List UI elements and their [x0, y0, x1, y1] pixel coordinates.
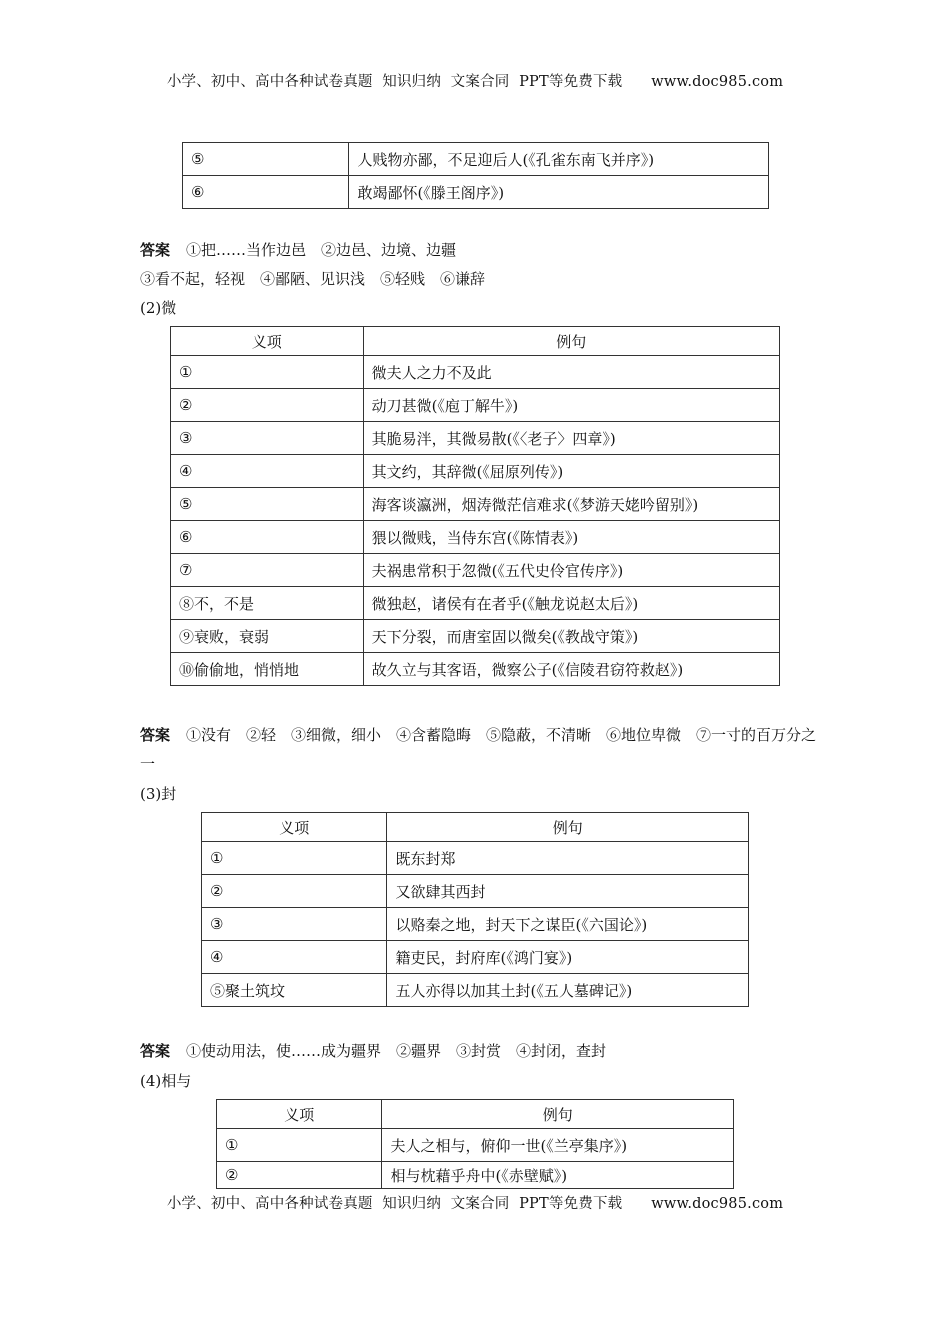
answer-block-2 [140, 721, 820, 779]
header-sense: 义项 [217, 1100, 382, 1129]
example-cell: 微独赵，诸侯有在者乎(《触龙说赵太后》) [363, 587, 779, 620]
section-title-feng: (3)封 [140, 785, 177, 803]
table-row [217, 1162, 734, 1189]
example-cell: 籍吏民，封府库(《鸿门宴》) [387, 941, 749, 974]
header-sense: 义项 [171, 327, 364, 356]
sense-cell: ⑦ [171, 554, 364, 587]
table-xiangyu [216, 1099, 734, 1189]
example-cell: 既东封郑 [387, 842, 749, 875]
answer-block-3 [140, 1037, 820, 1066]
sense-cell: ⑤聚土筑坟 [202, 974, 387, 1007]
example-cell: 夫祸患常积于忽微(《五代史伶官传序》) [363, 554, 779, 587]
page-header: 小学、初中、高中各种试卷真题 知识归纳 文案合同 PPT等免费下载 www.doc985.com [166, 74, 784, 90]
answer-text: ①使动用法，使……成为疆界 ②疆界 ③封赏 ④封闭，查封 [186, 1042, 607, 1060]
example-cell: 人贱物亦鄙，不足迎后人(《孔雀东南飞并序》) [349, 143, 769, 176]
example-cell: 五人亦得以加其土封(《五人墓碑记》) [387, 974, 749, 1007]
table-row [171, 356, 780, 389]
header-example: 例句 [363, 327, 779, 356]
table-row [202, 842, 749, 875]
example-cell: 相与枕藉乎舟中(《赤壁赋》) [382, 1162, 734, 1189]
sense-cell: ⑤ [171, 488, 364, 521]
table-row [171, 488, 780, 521]
table-row [171, 521, 780, 554]
table-row [183, 143, 769, 176]
table-row [217, 1129, 734, 1162]
table-bi-continued [182, 142, 769, 209]
example-cell: 以赂秦之地，封天下之谋臣(《六国论》) [387, 908, 749, 941]
table-wei [170, 326, 780, 686]
table-row [202, 908, 749, 941]
header-sense: 义项 [202, 813, 387, 842]
table-row [202, 875, 749, 908]
sense-cell: ② [217, 1162, 382, 1189]
table-row [183, 176, 769, 209]
sense-cell: ⑥ [171, 521, 364, 554]
table-header-row [217, 1100, 734, 1129]
example-cell: 微夫人之力不及此 [363, 356, 779, 389]
sense-cell: ② [202, 875, 387, 908]
sense-cell: ① [202, 842, 387, 875]
table-header-row [202, 813, 749, 842]
answer-text: ③看不起，轻视 ④鄙陋、见识浅 ⑤轻贱 ⑥谦辞 [140, 270, 486, 288]
example-cell: 其文约，其辞微(《屈原列传》) [363, 455, 779, 488]
header-example: 例句 [387, 813, 749, 842]
section-title-xiangyu: (4)相与 [140, 1072, 192, 1090]
table-row [171, 422, 780, 455]
sense-cell: ② [171, 389, 364, 422]
answer-block-1 [140, 236, 820, 294]
example-cell: 天下分裂，而唐室固以微矣(《教战守策》) [363, 620, 779, 653]
table-header-row [171, 327, 780, 356]
sense-cell: ⑤ [183, 143, 349, 176]
sense-cell: ③ [202, 908, 387, 941]
sense-cell: ⑩偷偷地，悄悄地 [171, 653, 364, 686]
example-cell: 敢竭鄙怀(《滕王阁序》) [349, 176, 769, 209]
answer-label: 答案 [140, 726, 171, 744]
page-footer: 小学、初中、高中各种试卷真题 知识归纳 文案合同 PPT等免费下载 www.doc985.com [166, 1196, 784, 1212]
example-cell: 故久立与其客语，微察公子(《信陵君窃符救赵》) [363, 653, 779, 686]
table-feng [201, 812, 749, 1007]
sense-cell: ① [217, 1129, 382, 1162]
table-row [171, 653, 780, 686]
answer-label: 答案 [140, 241, 171, 259]
sense-cell: ① [171, 356, 364, 389]
table-row [202, 941, 749, 974]
answer-label: 答案 [140, 1042, 171, 1060]
table-row [202, 974, 749, 1007]
table-row [171, 554, 780, 587]
example-cell: 夫人之相与，俯仰一世(《兰亭集序》) [382, 1129, 734, 1162]
example-cell: 其脆易泮，其微易散(《〈老子〉四章》) [363, 422, 779, 455]
section-title-wei: (2)微 [140, 299, 177, 317]
example-cell: 又欲肆其西封 [387, 875, 749, 908]
example-cell: 动刀甚微(《庖丁解牛》) [363, 389, 779, 422]
sense-cell: ⑧不，不是 [171, 587, 364, 620]
table-row [171, 389, 780, 422]
example-cell: 海客谈瀛洲，烟涛微茫信难求(《梦游天姥吟留别》) [363, 488, 779, 521]
example-cell: 猥以微贱，当侍东宫(《陈情表》) [363, 521, 779, 554]
table-row [171, 455, 780, 488]
sense-cell: ④ [171, 455, 364, 488]
table-row [171, 620, 780, 653]
sense-cell: ⑥ [183, 176, 349, 209]
sense-cell: ⑨衰败，衰弱 [171, 620, 364, 653]
answer-text: ①没有 ②轻 ③细微，细小 ④含蓄隐晦 ⑤隐蔽，不清晰 ⑥地位卑微 ⑦一寸的百万分之一 [140, 726, 817, 773]
header-example: 例句 [382, 1100, 734, 1129]
table-row [171, 587, 780, 620]
sense-cell: ③ [171, 422, 364, 455]
sense-cell: ④ [202, 941, 387, 974]
answer-text: ①把……当作边邑 ②边邑、边境、边疆 [186, 241, 457, 259]
